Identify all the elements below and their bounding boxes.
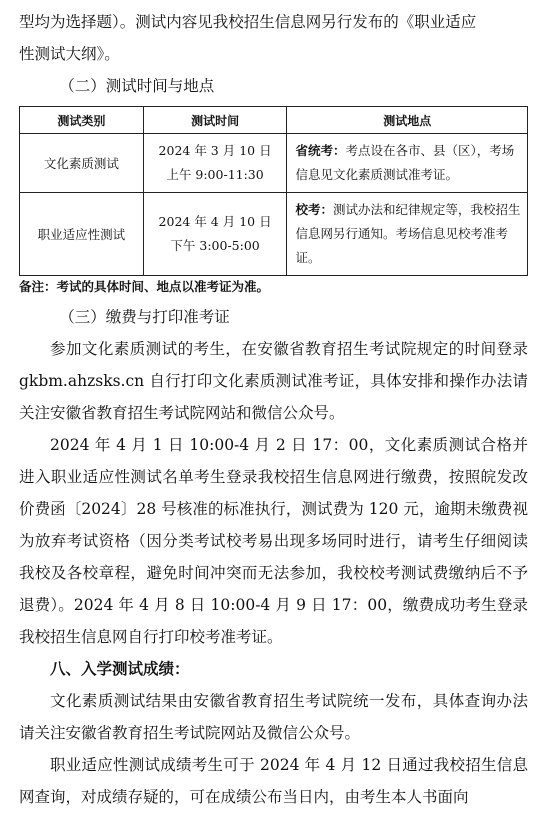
row-place: [287, 134, 528, 193]
row-time-text: 下午 3:00-5:00: [170, 238, 260, 253]
paragraph-fee-payment: 2024 年 4 月 1 日 10:00-4 月 2 日 17：00，文化素质测试合格并进入职业适应性测试名单考生登录我校招生信息网进行缴费，按照皖发改价费函〔2024〕28 号核准的标准执行，测试费为 120 元，逾期未缴费视为放弃考试资格（因分类考试校考易出现多场同时进行，请考生仔细阅读我校及各校章程，避免时间冲突而无法参加，我校校考测试费缴纳后不予退费）。2024 年 4 月 8 日 10:00-4 月 9 日 17：00，缴费成功考生登录我校招生信息网自行打印校考准考证。: [19, 436, 528, 646]
row-time: [143, 134, 287, 193]
intro-line-1: 型均为选择题）。测试内容见我校招生信息网另行发布的《职业适应: [19, 13, 477, 31]
table-row: [20, 193, 528, 276]
table-note: 备注：考试的具体时间、地点以准考证为准。: [19, 279, 270, 294]
row-category: 文化素质测试: [20, 134, 144, 193]
row-time-text: 上午 9:00-11:30: [166, 167, 264, 182]
row-date-text: 2024 年 4 月 10 日: [158, 214, 272, 229]
place-text: 考点设在各市、县（区），考场信息见文化素质测试准考证。: [295, 143, 515, 182]
paragraph-admission-ticket: 参加文化素质测试的考生，在安徽省教育招生考试院规定的时间登录 gkbm.ahzsks.cn 自行打印文化素质测试准考证，具体安排和操作办法请关注安徽省教育招生考试院网站和微信公众号。: [19, 340, 528, 422]
header-category: 测试类别: [20, 107, 144, 134]
paragraph-aptitude-score: 职业适应性测试成绩考生可于 2024 年 4 月 12 日通过我校招生信息网查询，对成绩存疑的，可在成绩公布当日内，由考生本人书面向: [19, 756, 528, 806]
table-row: [20, 134, 528, 193]
row-time: [143, 193, 287, 276]
place-label: 校考：: [295, 202, 333, 217]
row-category: 职业适应性测试: [20, 193, 144, 276]
intro-line-2: 性测试大纲》。: [19, 45, 120, 63]
section-3-heading: （三）缴费与打印准考证: [59, 308, 230, 326]
place-label: 省统考：: [295, 143, 346, 158]
row-date-text: 2024 年 3 月 10 日: [158, 143, 272, 158]
header-time: 测试时间: [143, 107, 287, 134]
section-2-heading: （二）测试时间与地点: [59, 77, 215, 95]
section-8-heading: 八、入学测试成绩：: [50, 660, 190, 678]
paragraph-culture-score: 文化素质测试结果由安徽省教育招生考试院统一发布，具体查询办法请关注安徽省教育招生考试院网站及微信公众号。: [19, 692, 528, 742]
place-text: 测试办法和纪律规定等，我校招生信息网另行通知。考场信息见校考准考证。: [295, 202, 521, 265]
exam-schedule-table: [19, 106, 528, 276]
row-place: [287, 193, 528, 276]
header-place: 测试地点: [287, 107, 528, 134]
table-header-row: [20, 107, 528, 134]
